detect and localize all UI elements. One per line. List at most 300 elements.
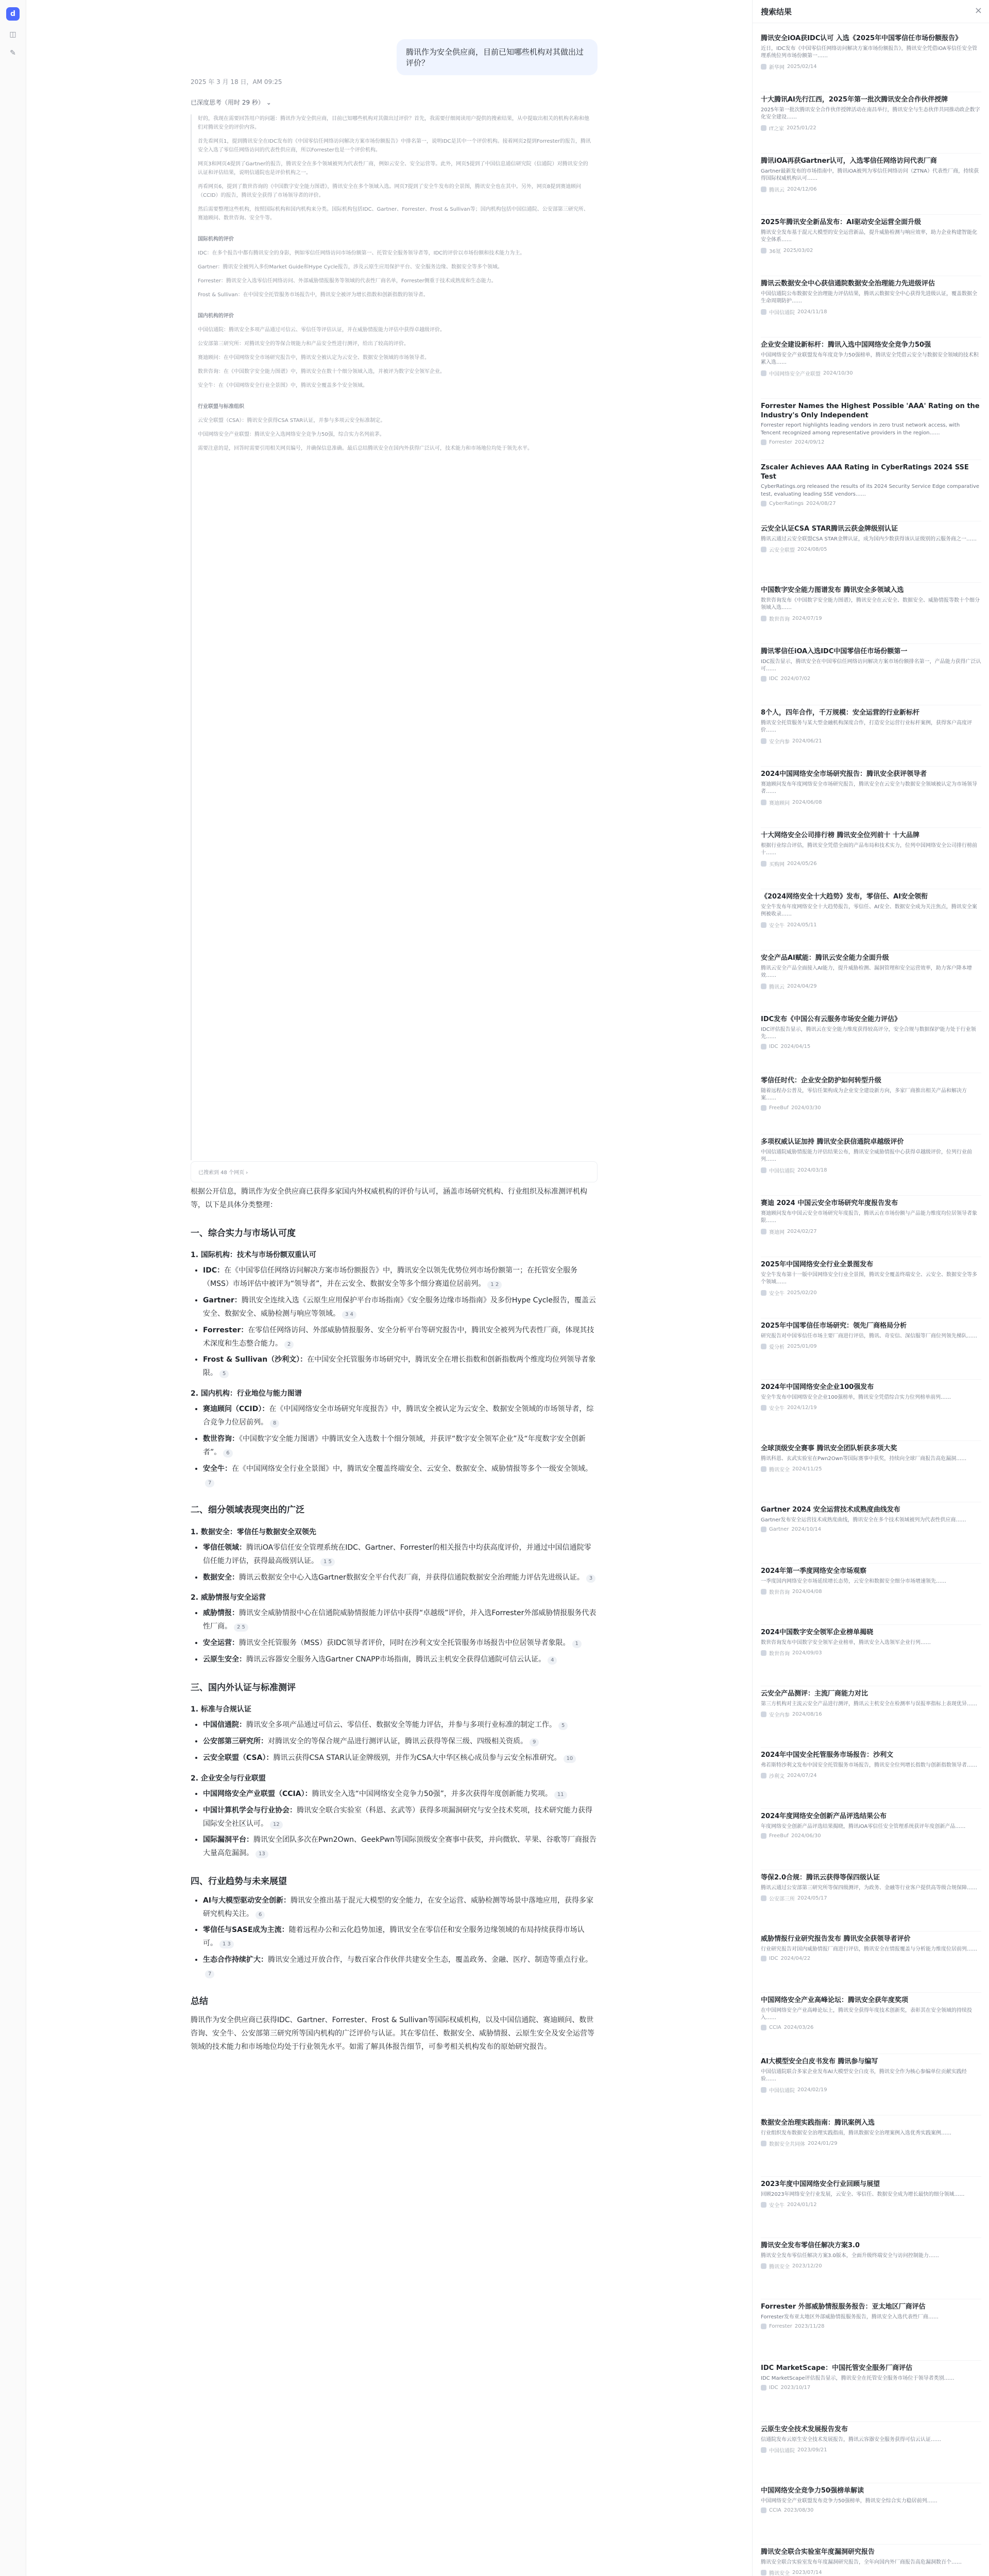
site-favicon-icon: [761, 248, 766, 253]
site-favicon-icon: [761, 309, 766, 315]
site-favicon-icon: [761, 1650, 766, 1656]
answer-list-item: [203, 1403, 598, 1430]
site-favicon-icon: [761, 1956, 766, 1961]
result-snippet: Forrester发布亚太地区外部威胁情报服务报告，腾讯安全入选代表性厂商……: [761, 2314, 939, 2320]
result-source-name: 腾讯安全: [769, 2264, 790, 2270]
citation-badge[interactable]: 3: [586, 1574, 595, 1583]
search-result[interactable]: [761, 1870, 981, 1931]
result-source: [761, 799, 981, 806]
search-result[interactable]: [761, 2115, 981, 2177]
result-title[interactable]: 腾讯安全联合实验室年度漏洞研究报告: [761, 2548, 875, 2556]
result-source: [761, 2262, 981, 2270]
answer-subsection-title: 2. 国内机构：行业地位与能力图谱: [191, 1389, 302, 1398]
citation-badge[interactable]: 1 5: [320, 1558, 335, 1566]
citation-badge[interactable]: 2 5: [234, 1623, 248, 1632]
search-result[interactable]: [761, 644, 981, 705]
result-title[interactable]: 2023年度中国网络安全行业回顾与展望: [761, 2180, 880, 2188]
result-snippet: 安全牛发布第十一版中国网络安全行业全景图，腾讯安全覆盖终端安全、云安全、数据安全等多个领域……: [761, 1272, 977, 1285]
search-result[interactable]: [761, 154, 981, 215]
search-result[interactable]: [761, 215, 981, 276]
result-source: [761, 921, 981, 929]
result-title[interactable]: 全球顶级安全赛事 腾讯安全团队斩获多项大奖: [761, 1445, 897, 1452]
item-text: 腾讯安全威胁情报中心在信通院威胁情报能力评估中获得“卓越级”评价，并入选Forrester外部威胁情报服务代表性厂商。: [203, 1609, 596, 1631]
search-result[interactable]: [761, 92, 981, 154]
result-title[interactable]: AI大模型安全白皮书发布 腾讯参与编写: [761, 2058, 878, 2065]
result-date: 2024/02/19: [797, 2087, 827, 2093]
result-source-name: 腾讯安全: [769, 2571, 790, 2576]
result-title[interactable]: 中国网络安全竞争力50强榜单解读: [761, 2487, 864, 2495]
result-source-name: 中国信通院: [769, 2448, 795, 2454]
result-source: [761, 1833, 981, 1839]
search-result[interactable]: [761, 31, 981, 92]
site-favicon-icon: [761, 1167, 766, 1173]
citation-badge[interactable]: 1 2: [487, 1281, 502, 1289]
search-result[interactable]: [761, 276, 981, 337]
search-result[interactable]: [761, 2422, 981, 2483]
result-date: 2024/07/19: [792, 615, 822, 621]
result-title[interactable]: 十大网络安全公司排行榜 腾讯安全位列前十 十大品牌: [761, 832, 920, 839]
result-source: [761, 1649, 981, 1657]
search-result[interactable]: [761, 1686, 981, 1748]
result-source-name: 公安部三所: [769, 1896, 795, 1903]
thinking-paragraphs: [198, 114, 591, 223]
result-snippet: 安全牛发布年度网络安全十大趋势报告，零信任、AI安全、数据安全成为关注焦点，腾讯安全案例被收录……: [761, 904, 977, 918]
citation-badge[interactable]: 9: [530, 1738, 539, 1747]
result-snippet: 在中国网络安全产业高峰论坛上，腾讯安全获得年度技术创新奖，表彰其在安全领域的持续投入……: [761, 2007, 972, 2021]
item-lead: 云安全联盟（CSA）：: [203, 1754, 274, 1762]
result-snippet: 数世咨询发布中国数字安全领军企业榜单，腾讯安全入选领军企业行列……: [761, 1639, 931, 1646]
thinking-section-title: 行业联盟与标准组织: [198, 404, 244, 410]
item-lead: 零信任领域：: [203, 1543, 246, 1552]
answer-list-item: [203, 1637, 598, 1650]
result-source-name: 腾讯云: [769, 984, 785, 990]
search-result[interactable]: [761, 337, 981, 399]
item-text: 在《中国零信任网络访问解决方案市场份额报告》中，腾讯安全以领先优势位列市场份额第一；在托管安全服务（MSS）市场评估中被评为“领导者”，并在云安全、数据安全等多个细分赛道位居前列。: [203, 1266, 578, 1288]
citation-badge[interactable]: 6: [255, 1911, 265, 1919]
user-message: 腾讯作为安全供应商，目前已知哪些机构对其做出过评价？: [397, 39, 598, 75]
item-lead: Forrester：: [203, 1326, 248, 1334]
result-snippet: 赛迪顾问发布中国云安全市场研究年度报告，腾讯云在市场份额与产品能力维度均位居领导者象限……: [761, 1210, 977, 1224]
search-result[interactable]: [761, 521, 981, 583]
answer-list-item: [203, 1804, 598, 1831]
item-text: 在中国安全托管服务市场研究中，腾讯安全在增长指数和创新指数两个维度均位列领导者象限。: [203, 1355, 596, 1378]
search-result[interactable]: [761, 399, 981, 460]
result-title[interactable]: 中国网络安全产业高峰论坛：腾讯安全获年度奖项: [761, 1996, 909, 2004]
panel-header: [753, 0, 989, 23]
thinking-paragraph: 云安全联盟（CSA）：腾讯安全获得CSA STAR认证，并参与多项云安全标准制定。: [198, 418, 386, 423]
site-favicon-icon: [761, 800, 766, 805]
result-title[interactable]: 威胁情报行业研究报告发布 腾讯安全获领导者评价: [761, 1935, 911, 1943]
result-title[interactable]: 腾讯安全发布零信任解决方案3.0: [761, 2242, 860, 2249]
site-favicon-icon: [761, 125, 766, 131]
item-text: 在《中国网络安全市场研究年度报告》中，腾讯安全被认定为云安全、数据安全领域的市场领导者，综合竞争力位居前列。: [203, 1405, 594, 1427]
close-icon[interactable]: ×: [974, 5, 982, 16]
search-result[interactable]: [761, 951, 981, 1012]
result-title[interactable]: 云安全产品测评：主流厂商能力对比: [761, 1690, 868, 1698]
citation-badge[interactable]: 6: [223, 1449, 232, 1458]
thinking-paragraph: 公安部第三研究所：对腾讯安全的等保合规能力和产品安全性进行测评，给出了较高的评价。: [198, 341, 409, 347]
result-source: [761, 247, 981, 255]
result-source: [761, 124, 981, 132]
result-date: 2024/02/27: [787, 1228, 817, 1234]
thinking-paragraph: 中国信通院：腾讯安全多项产品通过可信云、零信任等评估认证，并在威胁情报能力评估中获得卓越级评价。: [198, 327, 445, 333]
site-favicon-icon: [761, 922, 766, 928]
result-source-name: 腾讯安全: [769, 1467, 790, 1473]
answer-subsection-title: 1. 标准与合规认证: [191, 1705, 251, 1714]
thinking-paragraph: 数世咨询：在《中国数字安全能力图谱》中，腾讯安全在数十个细分领域入选，并被评为数字安全领军企业。: [198, 369, 445, 375]
summary-title: 总结: [191, 1996, 208, 2007]
result-title[interactable]: 数据安全治理实践指南：腾讯案例入选: [761, 2119, 875, 2127]
result-date: 2023/11/28: [794, 2324, 825, 2330]
result-source: [761, 2446, 981, 2454]
thinking-paragraph: 需要注意的是，回答时需要引用相关网页编号，并确保信息准确。最后总结腾讯安全在国内外获得广泛认可，技术能力和市场地位均处于领先水平。: [198, 446, 533, 451]
thinking-toggle[interactable]: 已深度思考（用时 29 秒） ⌄: [191, 99, 271, 106]
search-result[interactable]: [761, 2361, 981, 2422]
result-date: 2024/05/26: [787, 860, 817, 867]
result-date: 2024/07/02: [780, 675, 811, 682]
search-results-card[interactable]: 已搜索到 48 个网页 ›: [191, 1161, 598, 1182]
result-snippet: Gartner最新发布的市场指南中，腾讯iOA被列为零信任网络访问（ZTNA）代表性厂商，持续获得国际权威机构认可……: [761, 168, 979, 182]
result-snippet: 腾讯云通过云安全联盟CSA STAR金牌认证，成为国内少数获得该认证级别的云服务商之一……: [761, 536, 977, 542]
answer-list-item: [203, 1719, 598, 1732]
result-source: [761, 2086, 981, 2094]
search-result[interactable]: [761, 1502, 981, 1564]
answer-list-item: [203, 1541, 598, 1568]
result-title[interactable]: 2025年中国零信任市场研究：领先厂商格局分析: [761, 1322, 907, 1330]
answer-sections: [191, 1226, 598, 1980]
result-title[interactable]: 腾讯零信任iOA入选IDC中国零信任市场份额第一: [761, 648, 908, 655]
result-source: [761, 1710, 981, 1718]
result-title[interactable]: 腾讯iOA再获Gartner认可，入选零信任网络访问代表厂商: [761, 157, 937, 165]
result-date: 2024/12/19: [787, 1405, 817, 1411]
answer-section-title: 四、行业趋势与未来展望: [191, 1876, 287, 1887]
result-snippet: 随着远程办公普及，零信任架构成为企业安全建设新方向，多家厂商推出相关产品和解决方案……: [761, 1088, 967, 1101]
result-title[interactable]: 2024年中国网络安全企业100强发布: [761, 1383, 874, 1391]
result-title[interactable]: 2024中国数字安全领军企业榜单揭晓: [761, 1629, 874, 1636]
answer-list-item: [203, 1433, 598, 1460]
result-title[interactable]: 云原生安全技术发展报告发布: [761, 2426, 848, 2433]
result-title[interactable]: 等保2.0合规：腾讯云获得等保四级认证: [761, 1874, 880, 1882]
result-date: 2024/05/17: [797, 1895, 827, 1902]
result-title[interactable]: 2024年度网络安全创新产品评选结果公布: [761, 1812, 887, 1820]
message-timestamp: 2025 年 3 月 18 日，AM 09:25: [191, 78, 282, 86]
site-favicon-icon: [761, 2202, 766, 2208]
thinking-paragraph: 安全牛：在《中国网络安全行业全景图》中，腾讯安全覆盖多个安全领域。: [198, 383, 368, 388]
search-result[interactable]: [761, 2054, 981, 2115]
result-source: [761, 2385, 981, 2391]
result-title[interactable]: IDC MarketScape：中国托管安全服务厂商评估: [761, 2364, 913, 2372]
result-snippet: 腾讯科恩、玄武实验室在Pwn2Own等国际赛事中获奖，持续向全球厂商报告高危漏洞……: [761, 1455, 967, 1462]
thinking-paragraph: 好的，我现在需要回答用户的问题：腾讯作为安全供应商，目前已知哪些机构对其做出过评价？首先，我需要仔细阅读用户提供的搜索结果，从中提取出相关的机构名称和他们对腾讯安全的评价内容。: [198, 116, 589, 130]
search-result[interactable]: [761, 2483, 981, 2545]
search-result[interactable]: [761, 2238, 981, 2299]
search-results-panel: [752, 0, 989, 2576]
result-snippet: 回顾2023年网络安全行业发展，云安全、零信任、数据安全成为增长最快的细分领域……: [761, 2191, 965, 2197]
result-snippet: 中国信通院威胁情报能力评估结果公布，腾讯安全威胁情报中心获得卓越级评价，位列行业前列……: [761, 1149, 972, 1163]
item-text: 腾讯安全团队多次在Pwn2Own、GeekPwn等国际顶级安全赛事中获奖，并向微软、苹果、谷歌等厂商报告大量高危漏洞。: [203, 1836, 596, 1858]
answer-list: [194, 1541, 598, 1585]
answer-intro: 根据公开信息，腾讯作为安全供应商已获得多家国内外权威机构的评价与认可，涵盖市场研究机构、行业组织及标准测评机构等，以下是具体分类整理：: [191, 1188, 587, 1209]
answer-list-item: [203, 1324, 598, 1351]
answer-subsection-title: 2. 企业安全与行业联盟: [191, 1774, 266, 1783]
new-chat-icon[interactable]: ✎: [10, 49, 16, 57]
citation-badge[interactable]: 8: [270, 1419, 279, 1428]
result-title[interactable]: 2024中国网络安全市场研究报告：腾讯安全获评领导者: [761, 770, 927, 778]
result-source: [761, 2324, 981, 2329]
citation-badge[interactable]: 5: [558, 1722, 568, 1730]
answer-section-title: 三、国内外认证与标准测评: [191, 1682, 296, 1693]
search-result[interactable]: [761, 1196, 981, 1257]
result-snippet: 数世咨询发布《中国数字安全能力图谱》，腾讯安全在云安全、数据安全、威胁情报等数十个细分领域入选……: [761, 597, 980, 611]
result-title[interactable]: 2024年第一季度网络安全市场观察: [761, 1567, 867, 1575]
result-date: 2024/03/30: [791, 1105, 821, 1111]
result-title[interactable]: 2025年中国网络安全行业全景图发布: [761, 1261, 874, 1268]
thinking-section: [198, 235, 591, 299]
thinking-section-title: 国际机构的评价: [198, 236, 234, 242]
result-snippet: 中国网络安全产业联盟发布竞争力50强榜单，腾讯安全综合实力稳居前列……: [761, 2498, 937, 2504]
search-result[interactable]: [761, 1993, 981, 2054]
result-date: 2025/03/02: [783, 247, 813, 253]
citation-badge[interactable]: 10: [564, 1755, 576, 1763]
item-lead: 中国计算机学会与行业协会：: [203, 1806, 297, 1815]
result-title[interactable]: 安全产品AI赋能：腾讯云安全能力全面升级: [761, 954, 889, 962]
sidebar-toggle-icon[interactable]: ◫: [9, 30, 16, 39]
search-result[interactable]: [761, 1564, 981, 1625]
result-source-name: IT之家: [769, 126, 785, 132]
thinking-paragraph: Forrester：腾讯安全入选零信任网络访问、外部威胁情报服务等领域的代表性厂商名单，Forrester侧重于技术成熟度和生态能力。: [198, 278, 497, 284]
site-favicon-icon: [761, 1229, 766, 1234]
result-title[interactable]: Gartner 2024 安全运营技术成熟度曲线发布: [761, 1506, 900, 1514]
result-date: 2023/07/14: [792, 2570, 822, 2576]
site-favicon-icon: [761, 2025, 766, 2030]
search-result[interactable]: [761, 1441, 981, 1502]
result-title[interactable]: Zscaler Achieves AAA Rating in CyberRatings 2024 SSE Test: [761, 464, 969, 481]
result-date: 2023/08/30: [783, 2507, 814, 2514]
search-result[interactable]: [761, 705, 981, 767]
result-title[interactable]: 《2024网络安全十大趋势》发布，零信任、AI安全领衔: [761, 893, 928, 901]
search-result[interactable]: [761, 1931, 981, 1993]
result-date: 2023/10/17: [780, 2385, 811, 2391]
answer-list: [194, 1894, 598, 1980]
item-lead: 安全牛：: [203, 1464, 232, 1473]
item-text: 对腾讯安全的等保合规产品进行测评认证，腾讯云获得等保三级、四级相关资质。: [268, 1737, 527, 1746]
item-lead: AI与大模型驱动安全创新：: [203, 1896, 291, 1905]
search-result[interactable]: [761, 1073, 981, 1134]
result-source-name: 爱分析: [769, 1345, 785, 1351]
thinking-sections: [198, 235, 591, 453]
result-title[interactable]: 2024年中国安全托管服务市场报告：沙利文: [761, 1751, 894, 1759]
result-date: 2024/08/16: [792, 1711, 822, 1718]
result-source: [761, 1105, 981, 1111]
site-favicon-icon: [761, 1466, 766, 1472]
search-result[interactable]: [761, 767, 981, 828]
app-logo[interactable]: d: [6, 7, 20, 21]
citation-badge[interactable]: 11: [554, 1791, 567, 1799]
answer-list-item: [203, 1894, 598, 1921]
item-text: 在零信任网络访问、外部威胁情报服务、安全分析平台等研究报告中，腾讯安全被列为代表性厂商，体现其技术深度和生态整合能力。: [203, 1326, 594, 1348]
site-favicon-icon: [761, 1773, 766, 1778]
thinking-paragraph: 赛迪顾问：在中国网络安全市场研究报告中，腾讯安全被认定为云安全、数据安全领域的市场领导者。: [198, 355, 430, 361]
search-result[interactable]: [761, 2545, 981, 2576]
result-title[interactable]: Forrester Names the Highest Possible 'AAA' Rating on the Industry's Only Independent: [761, 402, 980, 419]
item-lead: Frost & Sullivan（沙利文）：: [203, 1355, 308, 1364]
search-result[interactable]: [761, 1134, 981, 1196]
result-date: 2024/04/08: [792, 1589, 822, 1595]
search-result[interactable]: [761, 583, 981, 644]
item-text: 腾讯iOA零信任安全管理系统在IDC、Gartner、Forrester的相关报告中均获高度评价，并通过中国信通院零信任能力评估，获得最高级别认证。: [203, 1543, 591, 1565]
result-snippet: 近日，IDC发布《中国零信任网络访问解决方案市场份额报告》，腾讯安全凭借iOA零信任安全管理系统位列市场份额第一……: [761, 45, 977, 59]
result-source: [761, 2507, 981, 2513]
result-source: [761, 2025, 981, 2030]
citation-badge[interactable]: 12: [270, 1821, 283, 1829]
search-result[interactable]: [761, 2299, 981, 2361]
result-title[interactable]: IDC发布《中国公有云服务市场安全能力评估》: [761, 1015, 901, 1023]
search-result[interactable]: [761, 889, 981, 951]
search-result[interactable]: [761, 1625, 981, 1686]
thinking-paragraph: 首先看网页1，提到腾讯安全在IDC发布的《中国零信任网络访问解决方案市场份额报告》中排名第一，说明IDC是其中一个评价机构。接着网页2提到Forrester的报告，腾讯安全入选了零信任网络访问的代表性供应商，所以Forrester也是一个评价机构。: [198, 139, 591, 153]
result-source-name: 中国信通院: [769, 1168, 795, 1174]
result-source: [761, 308, 981, 316]
result-source: [761, 1404, 981, 1412]
result-source-name: 数据安全共同体: [769, 2142, 805, 2148]
search-result[interactable]: [761, 1809, 981, 1870]
result-date: 2024/05/11: [787, 922, 817, 928]
result-source: [761, 63, 981, 71]
result-source: [761, 501, 981, 506]
result-snippet: CyberRatings.org released the results of its 2024 Security Service Edge comparative test, evaluating leading SSE vendors……: [761, 484, 980, 497]
result-source-name: 新华网: [769, 64, 785, 71]
result-source: [761, 615, 981, 622]
result-title[interactable]: 企业安全建设新标杆：腾讯入选中国网络安全竞争力50强: [761, 341, 931, 349]
result-title[interactable]: 腾讯安全iOA获IDC认可 入选《2025年中国零信任市场份额报告》: [761, 35, 962, 42]
result-snippet: 安全牛发布中国网络安全企业100强榜单，腾讯安全凭借综合实力位列榜单前列……: [761, 1394, 951, 1400]
result-source: [761, 185, 981, 193]
search-result[interactable]: [761, 1380, 981, 1441]
item-text: 腾讯安全通过开放合作，与数百家合作伙伴共建安全生态，覆盖政务、金融、医疗、制造等重点行业。: [268, 1956, 592, 1964]
search-result[interactable]: [761, 1318, 981, 1380]
search-result[interactable]: [761, 828, 981, 889]
site-favicon-icon: [761, 2570, 766, 2575]
result-source: [761, 1343, 981, 1350]
site-favicon-icon: [761, 2447, 766, 2453]
site-favicon-icon: [761, 439, 766, 445]
result-title[interactable]: 多项权威认证加持 腾讯安全获信通院卓越级评价: [761, 1138, 904, 1146]
result-snippet: 年度网络安全创新产品评选结果揭晓，腾讯iOA零信任安全管理系统获评年度创新产品……: [761, 1823, 966, 1829]
item-lead: 国际漏洞平台：: [203, 1836, 253, 1844]
citation-badge[interactable]: 3 4: [342, 1311, 356, 1319]
item-text: 在《中国网络安全行业全景图》中，腾讯安全覆盖终端安全、云安全、数据安全、威胁情报等多个一级安全领域。: [232, 1464, 592, 1473]
result-source: [761, 1772, 981, 1780]
answer-section-title: 一、综合实力与市场认可度: [191, 1228, 296, 1239]
result-source: [761, 676, 981, 682]
item-lead: 零信任与SASE成为主流：: [203, 1926, 289, 1935]
thinking-section: [198, 312, 591, 390]
item-text: 随着远程办公和云化趋势加速，腾讯安全在零信任和安全服务边缘领域的布局持续获得市场认可。: [203, 1926, 585, 1948]
item-lead: 安全运营：: [203, 1639, 239, 1648]
site-favicon-icon: [761, 1290, 766, 1296]
site-favicon-icon: [761, 64, 766, 70]
answer-list-item: [203, 1752, 598, 1765]
result-source-name: Gartner: [769, 1527, 789, 1533]
answer-list: [194, 1788, 598, 1860]
answer-content: [191, 1182, 598, 2057]
citation-badge[interactable]: 13: [255, 1850, 268, 1858]
result-source: [761, 1166, 981, 1174]
result-source-name: IDC: [769, 2385, 778, 2391]
result-title[interactable]: 赛迪 2024 中国云安全市场研究年度报告发布: [761, 1199, 898, 1207]
result-date: 2025/02/14: [787, 63, 817, 70]
result-date: 2024/01/29: [808, 2141, 838, 2147]
result-title[interactable]: 中国数字安全能力图谱发布 腾讯安全多领域入选: [761, 586, 904, 594]
item-text: 腾讯安全多项产品通过可信云、零信任、数据安全等能力评估，并参与多项行业标准的制定工作。: [246, 1721, 556, 1730]
result-title[interactable]: 2025年腾讯安全新品发布：AI驱动安全运营全面升级: [761, 218, 922, 226]
result-date: 2024/08/05: [797, 547, 827, 553]
item-text: 腾讯云容器安全服务入选Gartner CNAPP市场指南，腾讯云主机安全获得信通院可信云认证。: [246, 1655, 546, 1664]
thinking-paragraph: 再看网页6，提到了数世咨询的《中国数字安全能力图谱》，腾讯安全在多个领域入选。网页7提到了安全牛发布的全景图，腾讯安全也在其中。另外，网页8提到赛迪顾问（CCID）的报告，腾讯安全获得了市场领导者的评价。: [198, 184, 582, 198]
result-snippet: IDC MarketScape评估报告显示，腾讯安全在托管安全服务市场位于领导者类别……: [761, 2375, 954, 2381]
search-result[interactable]: [761, 1257, 981, 1318]
site-favicon-icon: [761, 2385, 766, 2391]
citation-badge[interactable]: 4: [548, 1656, 557, 1665]
result-snippet: Forrester report highlights leading vendors in zero trust network access, with Tencent recognized among representative providers in the region……: [761, 422, 960, 436]
citation-badge[interactable]: 2: [284, 1341, 294, 1349]
result-snippet: 腾讯安全发布零信任解决方案3.0版本，全面升级终端安全与访问控制能力……: [761, 2252, 939, 2259]
result-title[interactable]: 云安全认证CSA STAR腾讯云获金牌级别认证: [761, 525, 898, 533]
search-result[interactable]: [761, 1748, 981, 1809]
result-date: 2025/01/22: [787, 125, 816, 131]
result-date: 2024/11/18: [797, 309, 827, 315]
site-favicon-icon: [761, 1405, 766, 1411]
result-title[interactable]: 8个人，四年合作，千万规模：安全运营的行业新标杆: [761, 709, 920, 717]
left-rail: [0, 0, 26, 2576]
result-snippet: 腾讯云安全产品全面接入AI能力，提升威胁检测、漏洞管理和安全运营效率，助力客户降本增效……: [761, 965, 972, 979]
citation-badge[interactable]: 1 3: [219, 1940, 234, 1948]
citation-badge[interactable]: 7: [205, 1970, 214, 1978]
thinking-paragraph: Frost & Sullivan：在中国安全托管服务市场报告中，腾讯安全被评为增长指数和创新指数的领导者。: [198, 292, 429, 298]
result-snippet: 腾讯云通过公安部第三研究所等保四级测评，为政务、金融等行业客户提供高等级合规保障……: [761, 1885, 977, 1891]
citation-badge[interactable]: 7: [205, 1479, 214, 1487]
site-favicon-icon: [761, 1527, 766, 1532]
citation-badge[interactable]: 1: [572, 1640, 582, 1648]
result-snippet: 腾讯安全托管服务与某大型金融机构深度合作，打造安全运营行业标杆案例，获得客户高度评价……: [761, 720, 972, 734]
result-source-name: 腾讯云: [769, 187, 785, 193]
result-source-name: 安全内参: [769, 739, 790, 745]
result-snippet: 研究报告对中国零信任市场主要厂商进行评估，腾讯、奇安信、深信服等厂商位列领先梯队……: [761, 1333, 977, 1339]
result-snippet: 第三方机构对主流云安全产品进行测评，腾讯云主机安全在检测率与误报率指标上表现优异……: [761, 1701, 977, 1707]
item-text: 腾讯云获得CSA STAR认证金牌级别，并作为CSA大中华区核心成员参与云安全标准研究。: [273, 1754, 561, 1762]
citation-badge[interactable]: 5: [219, 1370, 229, 1378]
search-result[interactable]: [761, 460, 981, 521]
result-source: [761, 1894, 981, 1902]
site-favicon-icon: [761, 501, 766, 506]
search-result[interactable]: [761, 2177, 981, 2238]
result-date: 2024/06/30: [791, 1833, 821, 1839]
result-source: [761, 1956, 981, 1961]
answer-list-item: [203, 1571, 598, 1585]
answer-subsection-title: 2. 威胁情报与安全运营: [191, 1594, 266, 1602]
result-title[interactable]: 十大腾讯AI先行江西，2025年第一批次腾讯安全合作伙伴授牌: [761, 96, 948, 104]
site-favicon-icon: [761, 1895, 766, 1901]
thinking-paragraph: Gartner：腾讯安全被列入多份Market Guide和Hype Cycle报告，涉及云原生应用保护平台、安全服务边缘、数据安全等多个领域。: [198, 264, 503, 270]
result-title[interactable]: Forrester 外部威胁情报服务报告：亚太地区厂商评估: [761, 2303, 926, 2311]
result-source-name: Forrester: [769, 439, 792, 446]
result-date: 2024/06/08: [792, 799, 822, 805]
result-title[interactable]: 腾讯云数据安全中心获信通院数据安全治理能力先进级评估: [761, 280, 935, 287]
result-title[interactable]: 零信任时代：企业安全防护如何转型升级: [761, 1077, 882, 1084]
answer-list-item: [203, 1954, 598, 1980]
item-lead: 公安部第三研究所：: [203, 1737, 268, 1746]
search-result[interactable]: [761, 1012, 981, 1073]
